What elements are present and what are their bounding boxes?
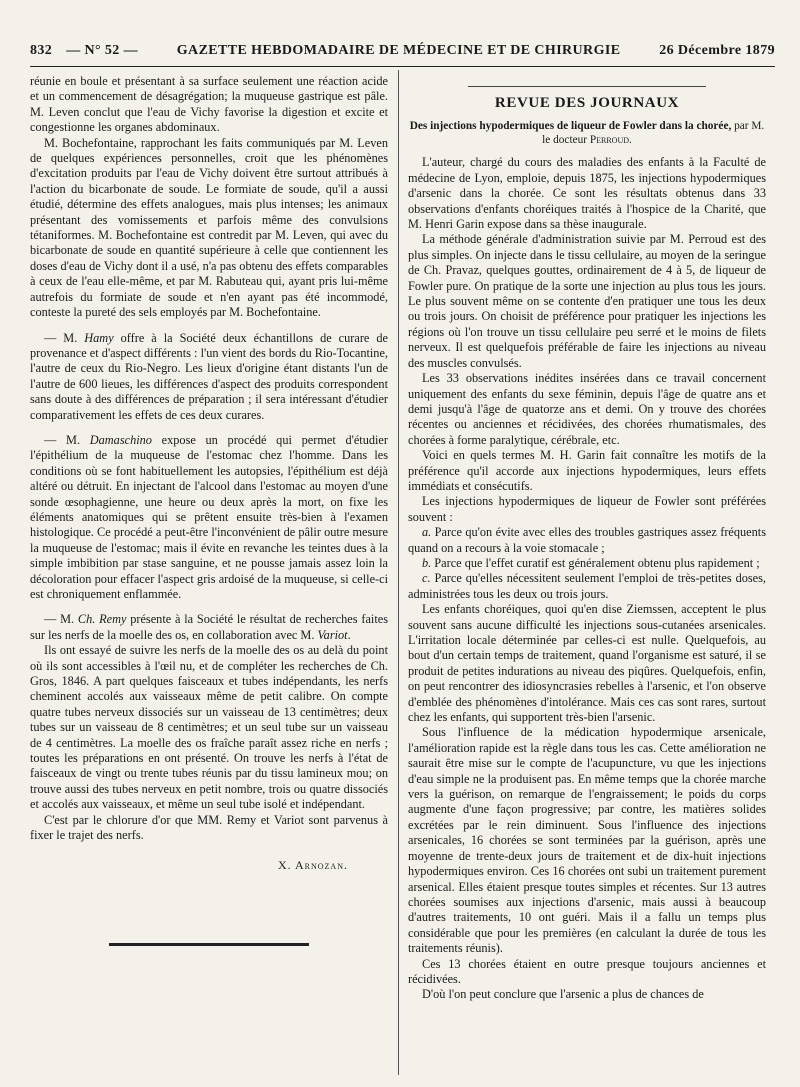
paragraph: D'où l'on peut conclure que l'arsenic a plus de chances de <box>422 987 704 1002</box>
paragraph: Ces 13 chorées étaient en outre presque toujours anciennes et récidivées. <box>408 956 766 986</box>
end-rule <box>109 943 309 946</box>
list-item: c. Parce qu'elles nécessitent seulement l'emploi de très-petites doses, administrées tous les deux ou trois jours. <box>408 571 766 601</box>
paragraph: Ils ont essayé de suivre les nerfs de la moelle des os au delà du point où ils sont accessibles à l'œil nu, et de compléter les recherches de Ch. Gros, 1846. A part quelques faisceaux et tubes indépendants, les nerfs cheminent accolés aux vaisseaux même de petit calibre. On compte quatre tubes nerveux dissociés sur un vaisseau de 13 centimètres; deux tubes sur un vaisseau de 8 centimètres; et un seul tube sur un vaisseau de 4 centimètres. La moelle des os fraîche paraît assez riche en nerfs ; toutes les préparations en ont présenté. On trouve les nerfs à l'état de faisceaux de vingt ou trente tubes réunis par du tissu lamineux mou; on trouve aussi des tubes nerveux en petit nombre, trois ou quatre dissociés et accolés aux vaisseaux, et même un seul tube isolé et indépendant. <box>30 643 388 812</box>
paragraph: — M. Ch. Remy présente à la Société le résultat de recherches faites sur les nerfs de la moelle des os, en collaboration avec M. Variot. <box>30 612 388 642</box>
signature: X. Arnozan. <box>277 857 348 872</box>
page-number: 832 <box>30 43 53 58</box>
person-name: Damaschino <box>89 432 152 447</box>
person-name: Variot <box>317 627 348 642</box>
paragraph: Voici en quels termes M. H. Garin fait connaître les motifs de la préférence qu'il accorde aux injections hypodermiques, leurs effets immédiats et consécutifs. <box>408 448 766 493</box>
paragraph: réunie en boule et présentant à sa surface seulement une réaction acide et un commencement de désagrégation; la muqueuse gastrique est pâle. M. Leven conclut que l'eau de Vichy favorise la digestion et excite et congestionne les organes abdominaux. <box>30 74 388 135</box>
paragraph: La méthode générale d'administration suivie par M. Perroud est des plus simples. On injecte dans le tissu cellulaire, au moyen de la seringue de Ch. Pravaz, quelques gouttes, ordinairement de 4 à 5, de liqueur de Fowler pure. On pratique de la sorte une injection au plus tous les jours. Le plus souvent même on se contente d'en pratiquer une tous les deux ou trois jours. On choisit de préférence pour pratiquer les injections les régions où l'on trouve un tissu cellulaire peu serré et le moins de filets nerveux. Il est quelquefois préférable de faire les injections au niveau des muscles convulsés. <box>408 232 766 370</box>
paragraph: L'auteur, chargé du cours des maladies des enfants à la Faculté de médecine de Lyon, emploie, depuis 1875, les injections hypodermiques d'arsenic dans la chorée. Ce sont les résultats obtenus dans 33 observations d'enfants choréiques traités à l'hospice de la Charité, que M. Henri Garin expose dans sa thèse inaugurale. <box>408 155 766 232</box>
right-column <box>408 74 766 1079</box>
article-author: Perroud. <box>589 134 632 147</box>
person-name: Ch. Remy <box>77 612 127 627</box>
paragraph: Les 33 observations inédites insérées dans ce travail concernent uniquement des enfants du sexe féminin, depuis l'âge de quatre ans et demi jusqu'à l'âge de quatorze ans et demi. On y trouve des chorées récentes ou anciennes et récidivées, des chorées rhumatismales, des chorées à forme paralytique, cérébrale, etc. <box>408 371 766 447</box>
paragraph: Sous l'influence de la médication hypodermique arsenicale, l'amélioration rapide est la règle dans tous les cas. Cette amélioration ne saurait être mise sur le compte de l'acupuncture, vu que les injections d'eau simple ne la produisent pas. En même temps que la chorée marche vers la guérison, on remarque de l'engraissement; le poids du corps augmente d'une façon progressive; par contre, les matières solides excrétées par le rein diminuent. Sous l'influence des injections arsenicales, 16 chorées se sont terminées par la guérison, après une moyenne de trente-deux jours de traitement et de dix-huit injections hypodermiques environ. Ces 16 chorées ont subi un traitement purement arsenical. Elles étaient presque toutes simples et récentes. Sur 13 autres chorées soumises aux injections d'arsenic, mais aussi à beaucoup d'autres traitements, 10 ont guéri. Mais il a fallu un temps plus considérable que pour les premières (en calculant la durée de tous les traitements réunis). <box>408 725 766 956</box>
person-name: Hamy <box>84 330 114 345</box>
list-item: b. Parce que l'effet curatif est généralement obtenu plus rapidement ; <box>422 555 760 570</box>
issue-number: — N° 52 — <box>66 43 139 58</box>
article-heading: Des injections hypodermiques de liqueur de Fowler dans la chorée, par M. le docteur Perroud. <box>409 120 765 147</box>
left-column <box>30 74 388 1079</box>
paragraph: M. Bochefontaine, rapprochant les faits communiqués par M. Leven de quelques expériences personnelles, croit que les phénomènes d'excitation produits par l'eau de Vichy doivent être surtout attribués à l'action du bicarbonate de soude. Le formiate de soude, qu'il a aussi étudié, détermine des effets analogues, mais plus intenses; les animaux présentant des vomissements et parfois même des convulsions tétaniformes. M. Bochefontaine est contredit par M. Leven, qui avec du bicarbonate de soude en quantité supérieure à celle que contiennent les doses d'eau de Vichy dont il a usé, n'a pas obtenu des effets comparables à ceux de l'eau elle-même, et par M. Rabuteau qui, ayant pris lui-même autrefois du formiate de soude et n'en ayant pas été incommodé, conteste la pureté des sels employés par M. Bochefontaine. <box>30 135 388 320</box>
page-header <box>30 40 775 67</box>
article-title: Des injections hypodermiques de liqueur de Fowler dans la chorée, <box>409 120 732 133</box>
section-title: REVUE DES JOURNAUX <box>408 92 766 111</box>
paragraph: C'est par le chlorure d'or que MM. Remy et Variot sont parvenus à fixer le trajet des nerfs. <box>30 812 388 843</box>
column-divider <box>398 70 399 1075</box>
paragraph: — M. Damaschino expose un procédé qui permet d'étudier l'épithélium de la muqueuse de l'estomac chez l'homme. Dans les conditions où se font habituellement les autopsies, l'épithélium est déjà altéré ou détruit. En injectant de l'alcool dans l'estomac au moyen d'une sonde œsophagienne, une heure ou deux après la mort, on fixe les éléments anatomiques qui se prêtent ensuite très-bien à l'examen histologique. Ce procédé a peut-être l'inconvénient de pâlir outre mesure la muqueuse de l'estomac; mais il évite en revanche les teintes dues à la simple imbibition par stase sanguine, et ne pousse jamais assez loin la décoloration pour effacer l'aspect gris ardoisé de la muqueuse, si celle-ci est chroniquement enflammée. <box>30 432 388 601</box>
paragraph: — M. Hamy offre à la Société deux échantillons de curare de provenance et d'aspect différents : l'un vient des bords du Rio-Tocantine, l'autre de ceux du Rio-Negro. Les lieux d'origine étant distants l'un de l'autre de 600 lieues, les différences d'aspect des produits correspondent sans doute à des différences de préparation ; il sera intéressant d'étudier comparativement les effets de ces deux curares. <box>30 330 388 422</box>
paragraph: Les injections hypodermiques de liqueur de Fowler sont préférées souvent : <box>408 494 766 524</box>
issue-date: 26 Décembre 1879 <box>659 43 775 58</box>
paragraph: Les enfants choréiques, quoi qu'en dise Ziemssen, acceptent le plus souvent sans aucune difficulté les injections sous-cutanées arsenicales. L'irritation locale déterminée par celles-ci est nulle. Quelquefois, au bout d'un certain temps de traitement, quand l'organisme est saturé, il se produit de petites indurations au niveau des piqûres. Quelquefois, enfin, on peut rencontrer des idiosyncrasies rebelles à l'arsenic, et l'on observe d'emblée des phénomènes d'intolérance. Mais ces cas sont rares, surtout chez les enfants, qui supportent très-bien l'arsenic. <box>408 602 766 725</box>
list-item: a. Parce qu'on évite avec elles des troubles gastriques assez fréquents quand on a recours à la voie stomacale ; <box>408 525 766 555</box>
journal-title: GAZETTE HEBDOMADAIRE DE MÉDECINE ET DE CHIRURGIE <box>176 43 621 58</box>
